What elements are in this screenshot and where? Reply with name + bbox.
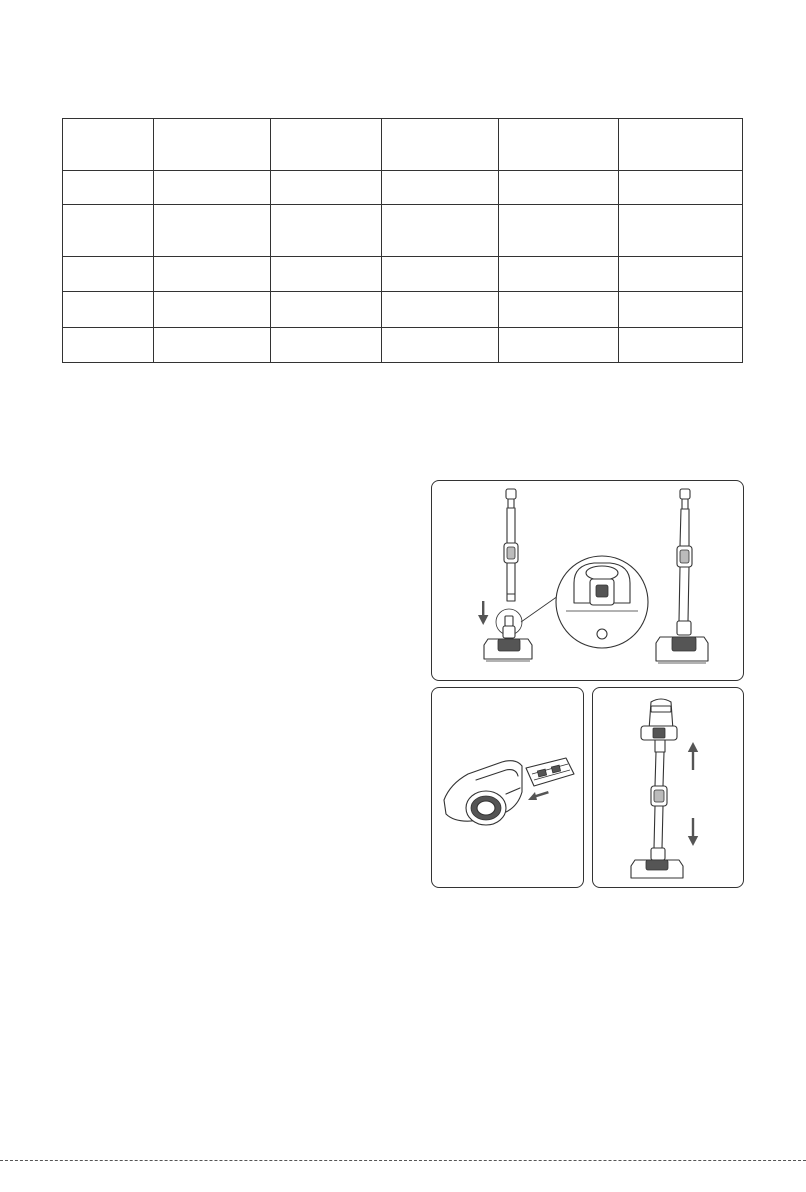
table-cell [619, 119, 743, 171]
battery-pack-illustration [526, 758, 574, 786]
figure-tube-floor-brush [431, 480, 744, 681]
table-cell [499, 292, 619, 328]
floor-brush-illustration [631, 848, 683, 878]
table-cell [271, 171, 382, 205]
table-row [63, 205, 743, 257]
floor-brush-small-illustration [484, 609, 532, 661]
table-row [63, 328, 743, 363]
assembled-tube-brush-illustration [656, 489, 708, 663]
spec-table [62, 118, 743, 363]
table-cell [271, 292, 382, 328]
figure-battery-handheld [431, 687, 584, 888]
table-cell [382, 292, 499, 328]
table-cell [154, 257, 271, 292]
table-cell [619, 171, 743, 205]
magnified-connector-detail [521, 556, 648, 648]
table-row [63, 292, 743, 328]
table-cell [63, 292, 154, 328]
extension-tube-illustration [651, 752, 667, 848]
table-cell [271, 257, 382, 292]
table-cell [271, 205, 382, 257]
table-cell [619, 292, 743, 328]
extension-tube-illustration [504, 489, 518, 601]
table-cell [499, 205, 619, 257]
table-cell [499, 119, 619, 171]
table-cell [271, 119, 382, 171]
table-row [63, 257, 743, 292]
table-cell [499, 328, 619, 363]
table-cell [382, 205, 499, 257]
arrow-up-icon [688, 742, 698, 770]
figure-main-unit-tube [592, 687, 744, 888]
table-cell [271, 328, 382, 363]
table-cell [382, 257, 499, 292]
table-cell [619, 257, 743, 292]
table-cell [382, 171, 499, 205]
table-cell [499, 257, 619, 292]
table-cell [619, 328, 743, 363]
table-cell [499, 171, 619, 205]
table-row [63, 171, 743, 205]
table-cell [619, 205, 743, 257]
table-cell [154, 205, 271, 257]
arrow-left-icon [528, 791, 549, 800]
table-cell [382, 119, 499, 171]
table-cell [154, 119, 271, 171]
table-cell [63, 205, 154, 257]
table-cell [63, 328, 154, 363]
table-cell [382, 328, 499, 363]
table-cell [154, 328, 271, 363]
arrow-down-icon [688, 818, 698, 846]
main-unit-illustration [641, 699, 677, 752]
handheld-unit-illustration [444, 761, 522, 825]
table-cell [154, 292, 271, 328]
table-cell [63, 171, 154, 205]
arrow-down-icon [478, 601, 488, 625]
page-cut-line [0, 1160, 806, 1161]
table-cell [63, 257, 154, 292]
table-row [63, 119, 743, 171]
table-cell [154, 171, 271, 205]
table-cell [63, 119, 154, 171]
